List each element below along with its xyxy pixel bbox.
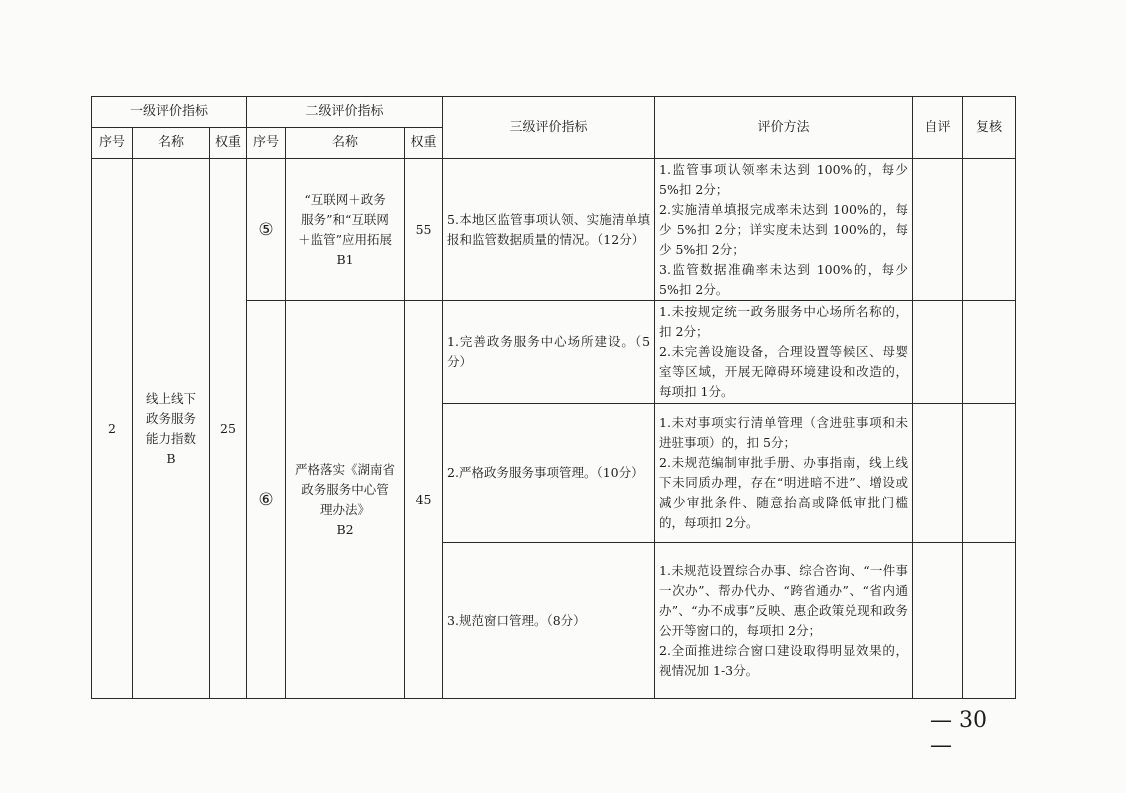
header-l1-name: 名称 xyxy=(133,128,210,159)
self-eval-cell[interactable] xyxy=(913,159,963,301)
indicator-cell: 1.完善政务服务中心场所建设。（5分） xyxy=(443,301,655,404)
indicator-cell: 5.本地区监管事项认领、实施清单填报和监管数据质量的情况。（12分） xyxy=(443,159,655,301)
header-level3: 三级评价指标 xyxy=(443,97,655,159)
self-eval-cell[interactable] xyxy=(913,404,963,543)
table-row xyxy=(92,159,1016,301)
header-level1: 一级评价指标 xyxy=(92,97,247,128)
indicator-cell: 3.规范窗口管理。（8分） xyxy=(443,543,655,699)
evaluation-table xyxy=(91,96,1016,699)
sub-index-b2: ⑥ xyxy=(247,301,286,699)
header-l1-weight: 权重 xyxy=(210,128,247,159)
group-index: 2 xyxy=(92,159,133,699)
sub-weight-b1: 55 xyxy=(405,159,443,301)
method-cell: 1.未规范设置综合办事、综合咨询、“一件事一次办”、帮办代办、“跨省通办”、“省内通办”、“办不成事”反映、惠企政策兑现和政务公开等窗口的，每项扣 2分； 2.全面推进综合窗口建设取得明显效果的，视情况加 1-3分。 xyxy=(655,543,913,699)
header-l1-index: 序号 xyxy=(92,128,133,159)
sub-name-b2: 严格落实《湖南省 政务服务中心管 理办法》 B2 xyxy=(286,301,405,699)
self-eval-cell[interactable] xyxy=(913,301,963,404)
review-cell[interactable] xyxy=(963,159,1016,301)
header-self-eval: 自评 xyxy=(913,97,963,159)
indicator-cell: 2.严格政务服务事项管理。（10分） xyxy=(443,404,655,543)
header-l2-weight: 权重 xyxy=(405,128,443,159)
sub-name-b1: “互联网＋政务 服务”和“互联网 ＋监管”应用拓展 B1 xyxy=(286,159,405,301)
header-l2-name: 名称 xyxy=(286,128,405,159)
header-level2: 二级评价指标 xyxy=(247,97,443,128)
group-weight: 25 xyxy=(210,159,247,699)
header-l2-index: 序号 xyxy=(247,128,286,159)
review-cell[interactable] xyxy=(963,543,1016,699)
sub-weight-b2: 45 xyxy=(405,301,443,699)
group-name: 线上线下 政务服务 能力指数 B xyxy=(133,159,210,699)
sub-index-b1: ⑤ xyxy=(247,159,286,301)
method-cell: 1.监管事项认领率未达到 100%的，每少 5%扣 2分； 2.实施清单填报完成率未达到 100%的，每少 5%扣 2分；详实度未达到 100%的，每少 5%扣 2分； 3.监管数据准确率未达到 100%的，每少 5%扣 2分。 xyxy=(655,159,913,301)
review-cell[interactable] xyxy=(963,301,1016,404)
method-cell: 1.未对事项实行清单管理（含进驻事项和未进驻事项）的，扣 5分； 2.未规范编制审批手册、办事指南，线上线下未同质办理，存在“明进暗不进”、增设或减少审批条件、随意抬高或降低审批门槛的，每项扣 2分。 xyxy=(655,404,913,543)
self-eval-cell[interactable] xyxy=(913,543,963,699)
header-method: 评价方法 xyxy=(655,97,913,159)
method-cell: 1.未按规定统一政务服务中心场所名称的，扣 2分； 2.未完善设施设备，合理设置等候区、母婴室等区域，开展无障碍环境建设和改造的，每项扣 1分。 xyxy=(655,301,913,404)
header-review: 复核 xyxy=(963,97,1016,159)
review-cell[interactable] xyxy=(963,404,1016,543)
page-number: — 30 — xyxy=(930,708,987,758)
